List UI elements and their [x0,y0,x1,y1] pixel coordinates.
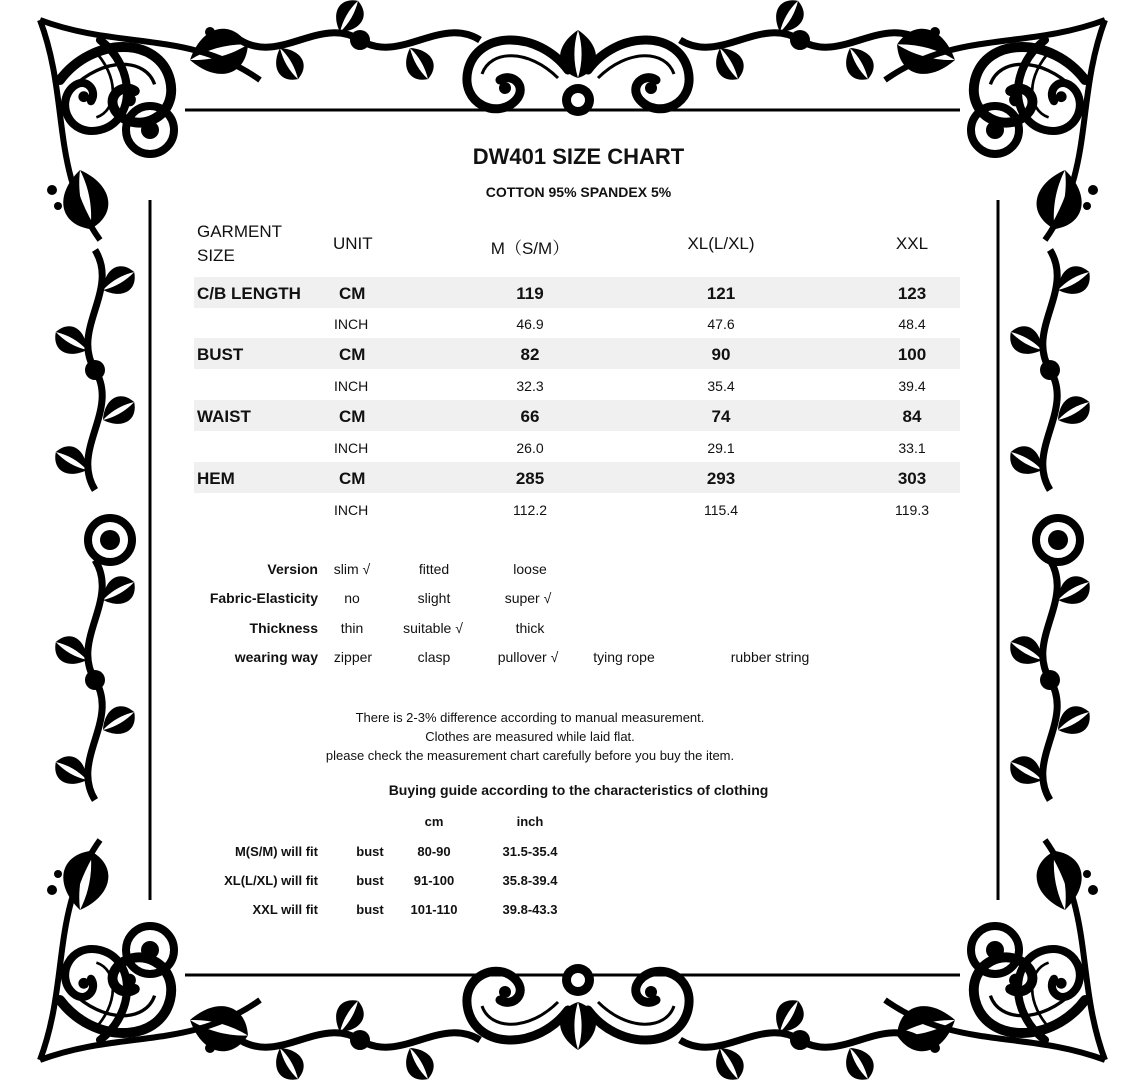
guide-row-label: XL(L/XL) will fit [224,873,318,888]
unit-cm: CM [339,407,366,426]
guide-cm-range: 80-90 [417,844,451,859]
attr-label-wearing-way: wearing way [234,649,318,665]
note-line: please check the measurement chart carefully before you buy the item. [325,748,735,763]
value-cm: 119 [516,284,544,303]
value-inch: 39.4 [898,378,926,394]
unit-inch: INCH [334,378,369,394]
header-size: SIZE [197,246,235,265]
value-inch: 48.4 [898,316,926,332]
attr-option: loose [513,561,547,577]
material-composition: COTTON 95% SPANDEX 5% [485,184,672,200]
value-inch: 46.9 [516,316,544,332]
attr-option: zipper [333,649,373,665]
guide-header-inch: inch [516,814,544,829]
attr-option: no [344,590,360,606]
guide-cm-range: 101-110 [410,902,458,917]
header-size-m: M（S/M） [490,239,570,258]
attr-option: super √ [504,590,552,606]
value-inch: 35.4 [707,378,735,394]
value-inch: 32.3 [516,378,544,394]
attr-option: pullover √ [497,649,559,665]
guide-cm-range: 91-100 [413,873,455,888]
attr-option: tying rope [593,649,655,665]
attr-label-thickness: Thickness [249,620,318,636]
guide-header-cm: cm [424,814,444,829]
attr-option: suitable √ [403,620,463,636]
value-cm: 82 [520,345,540,364]
row-band [194,462,960,493]
attr-option: clasp [417,649,451,665]
value-inch: 33.1 [898,440,926,456]
chart-title: DW401 SIZE CHART [472,144,685,169]
value-cm: 74 [711,407,731,426]
value-cm: 293 [706,469,736,488]
guide-row-label: XXL will fit [252,902,318,917]
value-cm: 90 [711,345,731,364]
header-size-xxl: XXL [895,234,929,253]
value-inch: 29.1 [707,440,735,456]
row-label-hem: HEM [197,469,235,488]
attr-option: slim √ [333,561,371,577]
row-label-bust: BUST [197,345,244,364]
note-line: There is 2-3% difference according to manual measurement. [355,710,705,725]
guide-part: bust [356,902,384,917]
value-cm: 100 [897,345,927,364]
guide-row-label: M(S/M) will fit [234,844,318,859]
row-band [194,400,960,431]
guide-inch-range: 35.8-39.4 [502,873,558,888]
header-garment: GARMENT [197,222,282,241]
unit-inch: INCH [334,316,369,332]
row-band [194,338,960,369]
value-inch: 112.2 [513,502,547,518]
attr-option: thin [340,620,364,636]
header-size-xl: XL(L/XL) [687,234,755,253]
unit-cm: CM [339,345,366,364]
unit-cm: CM [339,469,366,488]
attr-label-fabric-elasticity: Fabric-Elasticity [209,590,318,606]
attr-label-version: Version [267,561,318,577]
value-cm: 285 [515,469,545,488]
attr-option: thick [515,620,545,636]
value-cm: 123 [897,284,927,303]
buying-guide-title: Buying guide according to the characteristics of clothing [388,782,769,798]
guide-part: bust [356,844,384,859]
unit-cm: CM [339,284,366,303]
unit-inch: INCH [334,502,369,518]
row-label-waist: WAIST [197,407,251,426]
value-inch: 26.0 [516,440,544,456]
guide-inch-range: 39.8-43.3 [502,902,558,917]
guide-part: bust [356,873,384,888]
value-cm: 121 [706,284,736,303]
value-cm: 84 [902,407,922,426]
unit-inch: INCH [334,440,369,456]
note-line: Clothes are measured while laid flat. [425,729,635,744]
attr-option: fitted [418,561,450,577]
value-cm: 303 [897,469,927,488]
value-inch: 47.6 [707,316,735,332]
value-cm: 66 [520,407,540,426]
row-label-cb-length: C/B LENGTH [197,284,301,303]
header-unit: UNIT [333,234,373,253]
row-band [194,277,960,308]
value-inch: 115.4 [704,502,738,518]
guide-inch-range: 31.5-35.4 [502,844,558,859]
attr-option: rubber string [730,649,810,665]
attr-option: slight [417,590,451,606]
value-inch: 119.3 [895,502,929,518]
